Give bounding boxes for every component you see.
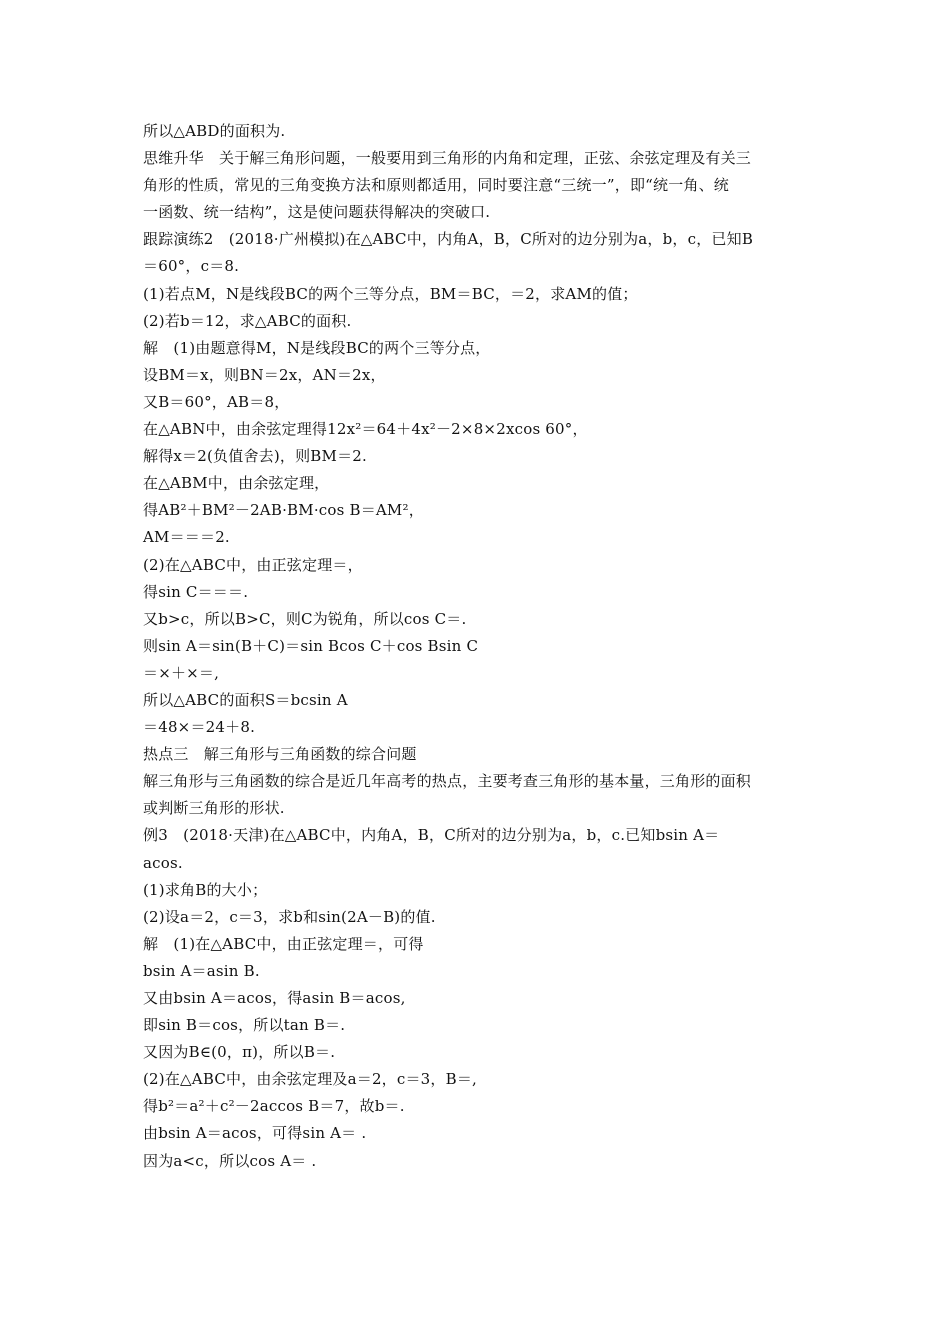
- text-line: 又因为B∈(0，π)，所以B＝.: [143, 1043, 336, 1062]
- text-line: AM＝＝＝2.: [143, 528, 230, 547]
- text-line: (2)在△ABC中，由正弦定理＝，: [143, 555, 363, 574]
- document-body: [143, 118, 823, 1175]
- text-line: 得sin C＝＝＝.: [143, 582, 249, 601]
- text-line: bsin A＝asin B.: [143, 961, 260, 980]
- text-line: 又由bsin A＝acos，得asin B＝acos,: [143, 989, 406, 1007]
- text-line: 解得x＝2(负值舍去)，则BM＝2.: [143, 447, 368, 466]
- text-line: 由bsin A＝acos，可得sin A＝ .: [143, 1124, 367, 1143]
- text-line: 所以△ABC的面积S＝bcsin A: [143, 690, 348, 709]
- text-line: 角形的性质，常见的三角变换方法和原则都适用，同时要注意“三统一”，即“统一角、统: [143, 176, 730, 195]
- text-line: ＝60°，c＝8.: [143, 257, 240, 276]
- text-line: 思维升华 关于解三角形问题，一般要用到三角形的内角和定理，正弦、余弦定理及有关三: [143, 149, 752, 168]
- text-line: 或判断三角形的形状.: [143, 799, 285, 818]
- text-line: 因为a<c，所以cos A＝ .: [143, 1151, 317, 1170]
- text-line: 设BM＝x，则BN＝2x，AN＝2x，: [143, 365, 386, 384]
- text-line: 又b>c，所以B>C，则C为锐角，所以cos C＝.: [143, 609, 467, 628]
- text-line: 又B＝60°，AB＝8，: [143, 392, 290, 411]
- text-line: 则sin A＝sin(B＋C)＝sin Bcos C＋cos Bsin C: [143, 636, 479, 655]
- text-line: 得AB²＋BM²－2AB·BM·cos B＝AM²，: [143, 501, 424, 520]
- text-line: 解三角形与三角函数的综合是近几年高考的热点，主要考查三角形的基本量，三角形的面积: [143, 772, 752, 791]
- text-line: (2)在△ABC中，由余弦定理及a＝2，c＝3，B＝,: [143, 1070, 478, 1089]
- text-line: 解 (1)在△ABC中，由正弦定理＝，可得: [143, 934, 424, 953]
- text-line: 得b²＝a²＋c²－2accos B＝7，故b＝.: [143, 1097, 405, 1116]
- text-line: 所以△ABD的面积为.: [143, 122, 286, 140]
- text-line: (1)若点M，N是线段BC的两个三等分点，BM＝BC，＝2，求AM的值；: [143, 284, 638, 303]
- text-line: (1)求角B的大小；: [143, 880, 268, 899]
- text-line: 跟踪演练2 (2018·广州模拟)在△ABC中，内角A，B，C所对的边分别为a，b，c，已知B: [143, 230, 754, 249]
- text-line: (2)若b＝12，求△ABC的面积.: [143, 311, 352, 330]
- text-line: acos.: [143, 853, 183, 872]
- text-line: 解 (1)由题意得M，N是线段BC的两个三等分点，: [143, 338, 491, 357]
- text-line: 一函数、统一结构”，这是使问题获得解决的突破口.: [143, 203, 491, 222]
- text-line: ＝×＋×＝,: [143, 663, 220, 682]
- text-line: 例3 (2018·天津)在△ABC中，内角A，B，C所对的边分别为a，b，c.已知bsin A＝: [143, 826, 720, 845]
- text-line: 在△ABN中，由余弦定理得12x²＝64＋4x²－2×8×2xcos 60°，: [143, 420, 588, 439]
- text-line: ＝48×＝24＋8.: [143, 718, 256, 737]
- section-heading: 热点三 解三角形与三角函数的综合问题: [143, 745, 417, 764]
- text-line: 在△ABM中，由余弦定理，: [143, 474, 330, 493]
- text-line: (2)设a＝2，c＝3，求b和sin(2A－B)的值.: [143, 907, 436, 926]
- text-line: 即sin B＝cos，所以tan B＝.: [143, 1016, 346, 1035]
